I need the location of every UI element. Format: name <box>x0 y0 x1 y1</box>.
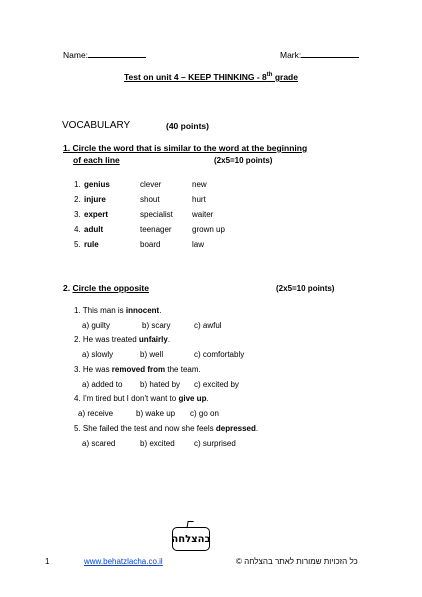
q1-option[interactable]: grown up <box>192 225 225 234</box>
q2-question-stem <box>74 424 258 433</box>
q2-question-stem <box>74 394 209 403</box>
q2-stem-text: . <box>206 394 209 403</box>
test-title-main: Test on unit 4 – KEEP THINKING - 8 <box>124 72 267 82</box>
q2-target-word: unfairly <box>138 335 168 344</box>
q1-option[interactable]: new <box>192 180 207 189</box>
page-number: 1 <box>45 557 50 566</box>
q1-row-number: 4. <box>74 225 81 234</box>
q1-points: (2x5=10 points) <box>214 156 273 165</box>
q1-row-number: 3. <box>74 210 81 219</box>
website-link[interactable]: www.behatzlacha.co.il <box>84 557 163 566</box>
q1-key-word: adult <box>84 225 104 234</box>
q2-stem-text: . <box>255 424 259 433</box>
q2-target-word: removed from <box>111 365 166 374</box>
q1-option[interactable]: board <box>140 240 161 249</box>
q1-option[interactable]: clever <box>140 180 162 189</box>
q1-instruction-line2: of each line <box>73 155 120 165</box>
q2-answer-option[interactable]: c) excited by <box>194 380 239 389</box>
q2-stem-text: 3. He was <box>74 365 112 374</box>
q2-target-word: depressed <box>215 424 256 433</box>
q1-row-number: 2. <box>74 195 81 204</box>
name-field <box>63 48 146 60</box>
q2-stem-text: 5. She failed the test and now she feels <box>74 424 216 433</box>
q2-answer-option[interactable]: a) slowly <box>82 350 114 359</box>
q2-heading <box>63 283 149 293</box>
test-title-sup: th <box>266 72 273 79</box>
q2-stem-text: . <box>159 306 162 315</box>
q2-answer-option[interactable]: b) well <box>140 350 164 359</box>
q2-answer-option[interactable]: c) surprised <box>194 439 236 448</box>
q2-question-stem <box>74 335 170 344</box>
mark-blank[interactable] <box>301 48 359 58</box>
name-blank[interactable] <box>88 48 146 58</box>
q2-stem-text: the team. <box>165 365 201 374</box>
q2-target-word: give up <box>178 394 207 403</box>
q2-answer-option[interactable]: b) scary <box>142 321 171 330</box>
q2-points: (2x5=10 points) <box>276 284 335 293</box>
q1-key-word: genius <box>84 180 110 189</box>
q1-option[interactable]: specialist <box>140 210 173 219</box>
q2-stem-text: 2. He was treated <box>74 335 139 344</box>
test-title-end: grade <box>272 72 298 82</box>
q2-answer-option[interactable]: c) awful <box>194 321 222 330</box>
vocabulary-points: (40 points) <box>166 121 209 131</box>
q1-key-word: expert <box>84 210 109 219</box>
vocabulary-heading: VOCABULARY <box>62 120 131 131</box>
mark-field <box>280 48 359 60</box>
name-label: Name: <box>63 50 89 60</box>
q1-option[interactable]: waiter <box>192 210 214 219</box>
q1-option[interactable]: hurt <box>192 195 206 204</box>
q2-answer-option[interactable]: c) go on <box>190 409 219 418</box>
q2-stem-text: 1. This man is <box>74 306 126 315</box>
q2-answer-option[interactable]: a) added to <box>82 380 123 389</box>
q1-key-word: rule <box>84 240 99 249</box>
test-title <box>0 72 422 82</box>
q2-answer-option[interactable]: b) hated by <box>140 380 181 389</box>
q2-answer-option[interactable]: b) wake up <box>136 409 176 418</box>
q2-answer-option[interactable]: a) guilty <box>82 321 111 330</box>
q2-target-word: innocent <box>125 306 160 315</box>
q1-row-number: 5. <box>74 240 81 249</box>
copyright-text: כל הזכויות שמורות לאתר בהצלחה © <box>236 557 358 566</box>
q2-answer-option[interactable]: a) receive <box>78 409 114 418</box>
q1-key-word: injure <box>84 195 106 204</box>
q2-stem-text: . <box>167 335 171 344</box>
q2-number: 2. <box>63 283 71 293</box>
q1-row-number: 1. <box>74 180 81 189</box>
logo-text: בהצלחה <box>171 533 211 545</box>
q2-question-stem <box>74 365 201 374</box>
mark-label: Mark: <box>280 50 302 60</box>
q2-answer-option[interactable]: b) excited <box>140 439 175 448</box>
behatzlacha-logo <box>172 527 210 551</box>
q2-stem-text: 4. I'm tired but I don't want to <box>74 394 179 403</box>
q1-option[interactable]: law <box>192 240 205 249</box>
q2-answer-option[interactable]: a) scared <box>82 439 116 448</box>
q2-answer-option[interactable]: c) comfortably <box>194 350 245 359</box>
q1-instruction-line1: 1. Circle the word that is similar to the word at the beginning <box>63 143 308 153</box>
q1-option[interactable]: shout <box>140 195 160 204</box>
q2-title: Circle the opposite <box>72 283 149 293</box>
q2-question-stem <box>74 306 161 315</box>
q1-option[interactable]: teenager <box>140 225 172 234</box>
